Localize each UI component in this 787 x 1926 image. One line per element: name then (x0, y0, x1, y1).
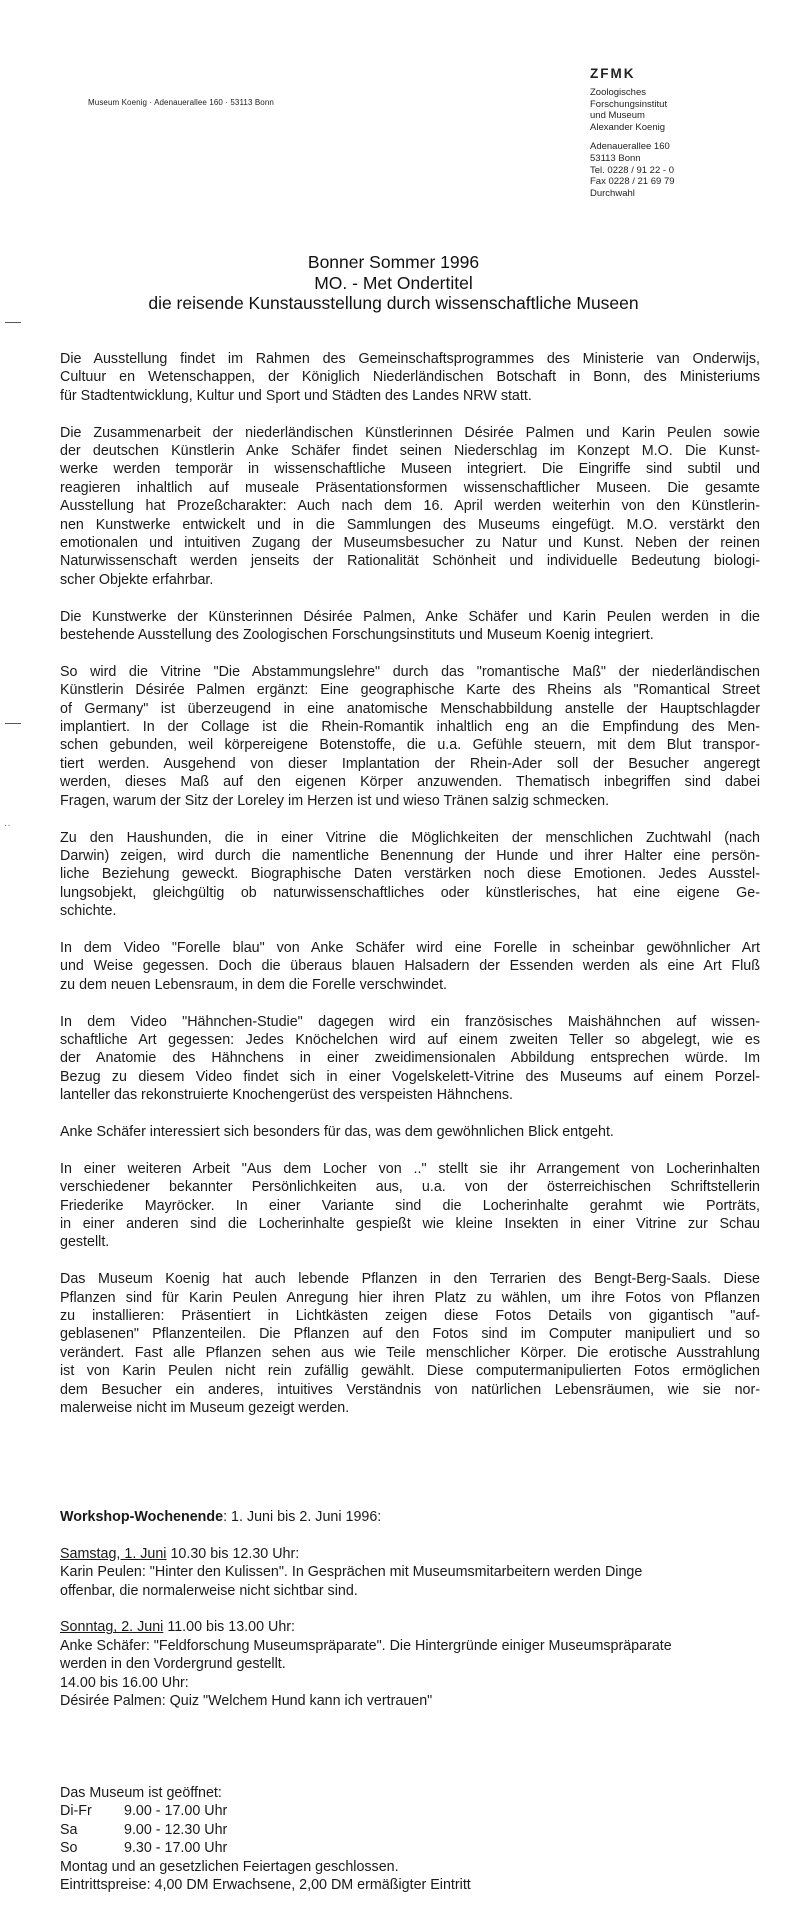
paragraph-line: emotionalen und intuitiven Zugang der Museumsbesucher zu Natur und Kunst. Neben der reinen (60, 535, 760, 552)
paragraph-line: der Anatomie des Hähnchens in einer zweidimensionalen Abbildung entsprechen würde. Im (60, 1050, 760, 1067)
paragraph-line: und Weise gegessen. Doch die überaus blauen Halsadern der Essenden werden als eine Art Fluß (60, 958, 760, 975)
paragraph-line: Bezug zu diesem Video findet sich in einer Vogelskelett-Vitrine des Museums auf einem Porzel- (60, 1068, 760, 1085)
paragraph-line: Darwin) zeigen, wird durch die namentliche Benennung der Hunde und ihrer Halter eine persön- (60, 847, 760, 864)
letterhead-name (590, 87, 770, 133)
margin-dots: ·· (4, 820, 11, 831)
sunday-time: 11.00 bis 13.00 Uhr: (163, 1619, 296, 1636)
letterhead-address-line: 53113 Bonn (590, 152, 641, 164)
paragraph-line: lanteller das rekonstruierte Knochengerüst des verspeisten Hähnchens. (60, 1087, 513, 1104)
paragraph-line: Zu den Haushunden, die in einer Vitrine die Möglichkeiten der menschlichen Zuchtwahl (nach (60, 829, 760, 846)
workshop-section (60, 1508, 760, 1710)
paragraph-line: der deutschen Künstlerin Anke Schäfer findet seinen Niederschlag im Konzept M.O. Die Kunst- (60, 443, 760, 460)
paragraph-line: implantiert. In der Collage ist die Rhein-Romantik inhaltlich eng an die Empfindung des Men- (60, 719, 760, 736)
body-text (60, 350, 760, 1436)
paragraph-line: Das Museum Koenig hat auch lebende Pflanzen in den Terrarien des Bengt-Berg-Saals. Diese (60, 1271, 760, 1288)
body-paragraph (60, 1013, 760, 1105)
letterhead-address (590, 141, 770, 199)
paragraph-line: scher Objekte erfahrbar. (60, 571, 214, 588)
workshop-label: Workshop-Wochenende (60, 1509, 224, 1525)
body-paragraph (60, 424, 760, 590)
paragraph-line: verschiedener bekannter Persönlichkeiten aus, u.a. von der österreichischen Schriftstellerin (60, 1179, 760, 1196)
sunday-line: Désirée Palmen: Quiz "Welchem Hund kann ich vertrauen" (60, 1693, 433, 1710)
hours-row (60, 1802, 760, 1820)
letterhead-fax: Fax 0228 / 21 69 79 (590, 176, 675, 188)
body-paragraph (60, 1160, 760, 1252)
paragraph-line: Naturwissenschaft werden jenseits der Rationalität Schönheit und individuelle Bedeutung biologi- (60, 553, 760, 570)
fold-mark-top (5, 322, 21, 323)
letterhead-name-line: Zoologisches (590, 87, 646, 98)
admission-prices: Eintrittspreise: 4,00 DM Erwachsene, 2,00 DM ermäßigter Eintritt (60, 1877, 471, 1894)
paragraph-line: reagieren inhaltlich auf museale Präsentationsformen wissenschaftlicher Museen. Die gesamte (60, 479, 760, 496)
saturday-label: Samstag, 1. Juni (60, 1545, 167, 1562)
letterhead-name-line: Forschungsinstitut (590, 98, 668, 110)
paragraph-line: gestellt. (60, 1234, 110, 1251)
paragraph-line: schen gebunden, weil körpereigene Botenstoffe, die u.a. Gefühle steuern, mit dem Blut transpor- (60, 737, 760, 754)
letterhead (590, 66, 770, 207)
letterhead-name-line: Alexander Koenig (590, 121, 665, 133)
paragraph-line: bestehende Ausstellung des Zoologischen Forschungsinstituts und Museum Koenig integriert. (60, 627, 654, 644)
sender-line: Museum Koenig · Adenauerallee 160 · 53113 Bonn (88, 98, 274, 107)
body-paragraph (60, 608, 760, 645)
hours-time: 9.00 - 17.00 Uhr (124, 1803, 228, 1820)
paragraph-line: Anke Schäfer interessiert sich besonders für das, was dem gewöhnlichen Blick entgeht. (60, 1123, 614, 1140)
hours-heading: Das Museum ist geöffnet: (60, 1785, 222, 1801)
letterhead-org: ZFMK (590, 66, 636, 81)
paragraph-line: Künstlerin Désirée Palmen ergänzt: Eine geographische Karte des Rheins als "Romantical Street (60, 682, 760, 699)
paragraph-line: Die Ausstellung findet im Rahmen des Gemeinschaftsprogrammes des Ministerie van Onderwijs, (60, 351, 760, 367)
title-line-3: die reisende Kunstausstellung durch wissenschaftliche Museen (148, 293, 639, 313)
body-paragraph (60, 663, 760, 810)
workshop-dates: : 1. Juni bis 2. Juni 1996: (223, 1509, 382, 1525)
paragraph-line: Ausstellung hat Prozeßcharakter: Auch nach dem 16. April werden weiterhin von den Künstlerin- (60, 498, 760, 515)
saturday-line: offenbar, die normalerweise nicht sichtbar sind. (60, 1582, 358, 1599)
letterhead-direct-dial: Durchwahl (590, 187, 635, 199)
hours-time: 9.30 - 17.00 Uhr (124, 1840, 228, 1857)
paragraph-line: Die Kunstwerke der Künsterinnen Désirée Palmen, Anke Schäfer und Karin Peulen werden in die (60, 608, 760, 625)
letterhead-address-line: Adenauerallee 160 (590, 141, 670, 153)
paragraph-line: malerweise nicht im Museum gezeigt werden. (60, 1400, 350, 1417)
paragraph-line: verändert. Fast alle Pflanzen sehen aus wie Teile menschlicher Körper. Die erotische Ausstrahlung (60, 1344, 760, 1361)
paragraph-line: schichte. (60, 903, 117, 920)
paragraph-line: ist von Karin Peulen nicht rein zufällig gewählt. Diese computermanipulierten Fotos ermöglichen (60, 1363, 760, 1380)
body-paragraph (60, 1123, 760, 1141)
body-paragraph (60, 939, 760, 994)
paragraph-line: nen Kunstwerke entwickelt und in die Sammlungen des Museums eingefügt. M.O. verstärkt den (60, 516, 760, 533)
body-paragraph (60, 1270, 760, 1417)
hours-day: Sa (60, 1821, 78, 1838)
saturday-line: Karin Peulen: "Hinter den Kulissen". In Gesprächen mit Museumsmitarbeitern werden Dinge (60, 1564, 643, 1581)
hours-day: Di-Fr (60, 1803, 92, 1820)
paragraph-line: So wird die Vitrine "Die Abstammungslehre" durch das "romantische Maß" der niederländischen (60, 663, 760, 680)
paragraph-line: in einer anderen sind die Locherinhalte gespießt wie kleine Insekten in einer Vitrine zur Schau (60, 1215, 760, 1232)
paragraph-line: liche Beziehung geweckt. Biographische Daten verstärken noch diese Emotionen. Jedes Ausstel- (60, 866, 760, 883)
paragraph-line: lungsobjekt, gleichgültig ob naturwissenschaftliches oder künstlerisches, hat eine eigene Ge- (60, 884, 760, 901)
document-title (0, 252, 787, 314)
workshop-heading (60, 1508, 760, 1526)
hours-row (60, 1821, 760, 1839)
paragraph-line: In dem Video "Forelle blau" von Anke Schäfer wird eine Forelle in scheinbar gewöhnlicher Art (60, 939, 760, 956)
paragraph-line: In einer weiteren Arbeit "Aus dem Locher von .." stellt sie ihr Arrangement von Locherinhalten (60, 1160, 760, 1177)
paragraph-line: Cultuur en Wetenschappen, der Königlich Niederländischen Botschaft in Bonn, des Ministeriums (60, 369, 760, 386)
paragraph-line: of Germany" ist überzeugend in eine anatomische Menschabbildung anstelle der Hauptschlagder (60, 700, 760, 717)
paragraph-line: werke werden temporär in wissenschaftliche Museen integriert. Die Eingriffe sind subtil und (60, 461, 760, 478)
body-paragraph (60, 829, 760, 921)
paragraph-line: Die Zusammenarbeit der niederländischen Künstlerinnen Désirée Palmen und Karin Peulen sowie (60, 424, 760, 441)
title-line-1: Bonner Sommer 1996 (307, 252, 480, 272)
paragraph-line: dem Besucher ein anderes, intuitives Verständnis von natürlichen Lebensräumen, wie sie nor- (60, 1381, 760, 1398)
title-line-2: MO. - Met Ondertitel (314, 272, 473, 293)
paragraph-line: geblasenen" Pflanzenteilen. Die Pflanzen auf den Fotos sind im Computer manipuliert und so (60, 1326, 760, 1343)
hours-time: 9.00 - 12.30 Uhr (124, 1821, 228, 1838)
body-paragraph (60, 350, 760, 405)
hours-row (60, 1839, 760, 1857)
paragraph-line: Fragen, warum der Sitz der Loreley im Herzen ist und wieso Tränen salzig schmecken. (60, 792, 610, 809)
paragraph-line: In dem Video "Hähnchen-Studie" dagegen wird ein französisches Maishähnchen auf wissen- (60, 1013, 760, 1030)
closed-note: Montag und an gesetzlichen Feiertagen geschlossen. (60, 1858, 399, 1875)
saturday-time: 10.30 bis 12.30 Uhr: (166, 1545, 300, 1562)
sunday-line: 14.00 bis 16.00 Uhr: (60, 1674, 189, 1691)
paragraph-line: Friederike Mayröcker. In einer Variante sind die Locherinhalte gerahmt wie Porträts, (60, 1197, 760, 1214)
saturday-heading (60, 1545, 760, 1563)
sunday-line: Anke Schäfer: "Feldforschung Museumspräparate". Die Hintergründe einiger Museumspräparate (60, 1637, 672, 1654)
paragraph-line: Pflanzen sind für Karin Peulen Anregung hier ihren Platz zu wählen, um ihre Fotos von Pflanzen (60, 1289, 760, 1306)
paragraph-line: schaftliche Art gegessen: Jedes Knöchelchen wird auf einem zweiten Teller so abgelegt, wie es (60, 1031, 760, 1048)
paragraph-line: zu installieren: Präsentiert in Lichtkästen zeigen diese Fotos Details von gigantisch "auf- (60, 1307, 760, 1324)
hours-day: So (60, 1840, 78, 1857)
fold-mark-middle (5, 723, 21, 724)
sunday-heading (60, 1618, 760, 1636)
letterhead-name-line: und Museum (590, 110, 645, 122)
paragraph-line: werden, dieses Maß auf den eigenen Körper anzuwenden. Thematisch inbegriffen sind dabei (60, 774, 760, 791)
paragraph-line: für Stadtentwicklung, Kultur und Sport und Städten des Landes NRW statt. (60, 387, 532, 404)
opening-hours (60, 1784, 760, 1894)
letterhead-phone: Tel. 0228 / 91 22 - 0 (590, 164, 674, 176)
paragraph-line: tiert werden. Ausgehend von dieser Implantation der Rhein-Ader soll der Besucher angeregt (60, 755, 760, 772)
sunday-label: Sonntag, 2. Juni (60, 1619, 164, 1636)
sunday-line: werden in den Vordergrund gestellt. (60, 1656, 286, 1673)
paragraph-line: zu dem neuen Lebensraum, in dem die Forelle verschwindet. (60, 976, 448, 993)
